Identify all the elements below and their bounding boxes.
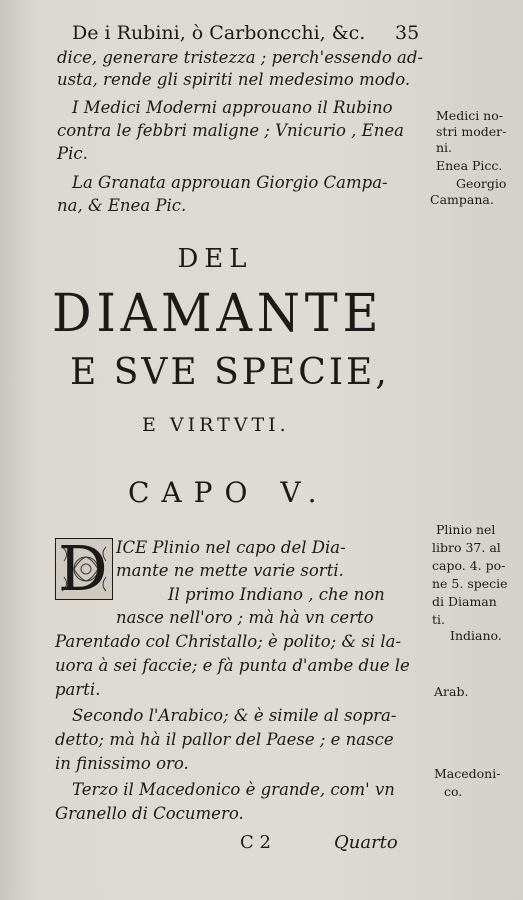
margin-note: Campana.: [430, 192, 494, 207]
dropcap-letter: D: [58, 538, 108, 600]
text-line: Granello di Cocumero.: [55, 804, 244, 823]
margin-note: Enea Picc.: [436, 158, 503, 173]
margin-note: di Diaman: [432, 594, 497, 609]
margin-note: Macedoni-: [434, 766, 501, 781]
running-head: De i Rubini, ò Carboncchi, &c.: [72, 22, 366, 44]
text-line: Secondo l'Arabico; & è simile al sopra-: [72, 706, 397, 725]
text-line: uora à sei faccie; e fà punta d'ambe due le: [55, 656, 410, 675]
text-line: parti.: [55, 680, 101, 699]
text-line: dice, generare tristezza ; perch'essendo ad-: [57, 48, 424, 67]
ornamental-initial: [55, 538, 113, 600]
section-heading-diamante: DIAMANTE: [52, 284, 384, 344]
section-heading-specie: E SVE SPECIE,: [70, 352, 390, 393]
section-heading-virtuti: E VIRTVTI.: [142, 414, 290, 436]
page-number: 35: [395, 22, 420, 44]
margin-note: libro 37. al: [432, 540, 501, 555]
text-line: usta, rende gli spiriti nel medesimo modo.: [57, 70, 411, 89]
catchword: Quarto: [334, 832, 398, 853]
signature-mark: C 2: [240, 832, 271, 853]
text-line: Il primo Indiano , che non: [168, 585, 385, 604]
text-line: nasce nell'oro ; mà hà vn certo: [116, 608, 374, 627]
margin-note: ne 5. specie: [432, 576, 508, 591]
text-line: ICE Plinio nel capo del Dia-: [116, 538, 346, 557]
text-line: Parentado col Christallo; è polito; & si la-: [55, 632, 402, 651]
section-heading-del: DEL: [177, 244, 253, 274]
text-line: La Granata approuan Giorgio Campa-: [72, 173, 388, 192]
margin-note: Plinio nel: [436, 522, 496, 537]
margin-note: Georgio: [456, 176, 507, 191]
margin-note: Medici no-: [436, 108, 503, 123]
text-line: detto; mà hà il pallor del Paese ; e nasce: [55, 730, 394, 749]
text-line: Terzo il Macedonico è grande, com' vn: [72, 780, 395, 799]
margin-note: ti.: [432, 612, 445, 627]
chapter-heading: CAPO V.: [128, 476, 329, 509]
margin-note: ni.: [436, 140, 453, 155]
text-line: contra le febbri maligne ; Vnicurio , Enea: [57, 121, 404, 140]
text-line: in finissimo oro.: [55, 754, 189, 773]
margin-note: Indiano.: [450, 628, 502, 643]
text-line: na, & Enea Pic.: [57, 196, 187, 215]
text-line: mante ne mette varie sorti.: [116, 561, 344, 580]
text-line: I Medici Moderni approuano il Rubino: [72, 98, 393, 117]
text-line: Pic.: [57, 144, 88, 163]
margin-note: co.: [444, 784, 463, 799]
margin-note: stri moder-: [436, 124, 507, 139]
margin-note: Arab.: [434, 684, 469, 699]
margin-note: capo. 4. po-: [432, 558, 506, 573]
